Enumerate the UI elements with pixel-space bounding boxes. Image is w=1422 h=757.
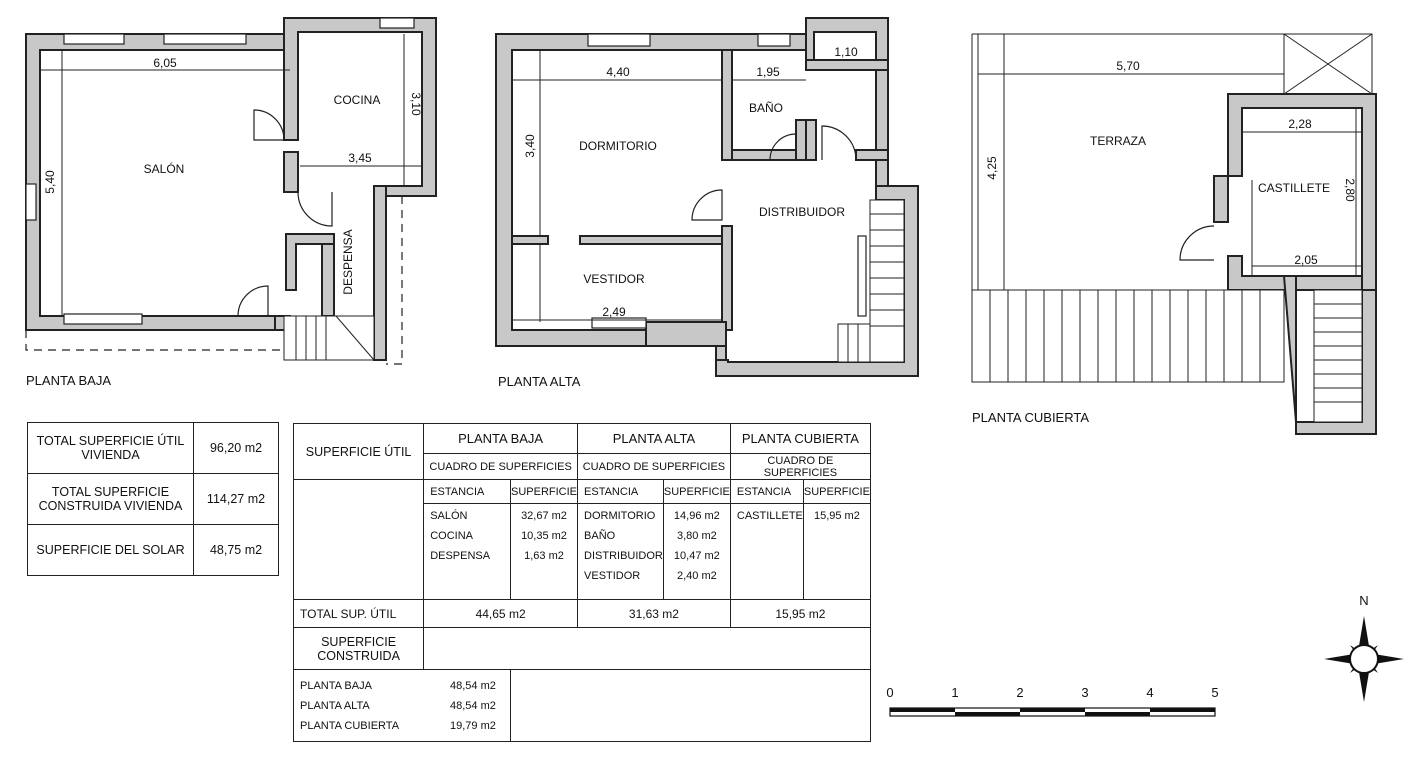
title-planta-alta: PLANTA ALTA <box>498 374 581 389</box>
built-floor-name: PLANTA ALTA <box>300 699 370 712</box>
col-superficie: SUPERFICIE <box>511 480 578 504</box>
room-name: DESPENSA <box>430 550 491 562</box>
scale-bar <box>885 683 1225 723</box>
surface-corner-label: SUPERFICIE ÚTIL <box>294 424 424 480</box>
built-floor-value: 48,54 m2 <box>450 699 496 712</box>
scale-tick: 3 <box>1081 685 1089 700</box>
dim-vestidor-width: 2,49 <box>602 305 626 319</box>
plan-planta-cubierta <box>972 34 1376 434</box>
summary-table <box>27 422 279 576</box>
total-alta: 31,63 m2 <box>578 600 731 628</box>
room-area: 10,35 m2 <box>521 530 567 542</box>
col-estancia: ESTANCIA <box>424 480 511 504</box>
room-bano: BAÑO <box>748 101 784 115</box>
room-distribuidor: DISTRIBUIDOR <box>758 205 846 219</box>
room-terraza: TERRAZA <box>1089 134 1147 148</box>
dim-castillete-top: 2,28 <box>1288 117 1312 131</box>
dim-salon-height: 5,40 <box>43 170 57 194</box>
surface-table <box>293 423 871 742</box>
floor-header: PLANTA BAJA <box>424 424 578 454</box>
total-label: TOTAL SUP. ÚTIL <box>294 600 424 628</box>
room-area: 14,96 m2 <box>673 510 720 522</box>
total-cubierta: 15,95 m2 <box>730 600 870 628</box>
areas-cubierta <box>803 504 870 600</box>
north-label: N <box>1359 593 1369 608</box>
dim-terraza-height: 4,25 <box>985 156 999 180</box>
summary-row <box>28 525 279 576</box>
scale-tick: 1 <box>951 685 959 700</box>
stairs-baja <box>284 316 374 360</box>
scale-tick: 4 <box>1146 685 1154 700</box>
room-name: DORMITORIO <box>584 510 656 522</box>
room-despensa: DESPENSA <box>341 229 355 295</box>
room-area: 1,63 m2 <box>524 550 564 562</box>
room-area: 3,80 m2 <box>676 530 717 542</box>
dim-terraza-width: 5,70 <box>1116 59 1140 73</box>
summary-row <box>28 423 279 474</box>
room-name: VESTIDOR <box>584 570 641 582</box>
room-vestidor: VESTIDOR <box>583 272 645 286</box>
room-castillete: CASTILLETE <box>1257 181 1331 195</box>
summary-label: TOTAL SUPERFICIE ÚTIL VIVIENDA <box>28 423 194 474</box>
summary-row <box>28 474 279 525</box>
room-area: 10,47 m2 <box>673 550 720 562</box>
rooms-cubierta <box>730 504 803 600</box>
scale-tick: 2 <box>1016 685 1024 700</box>
room-name: BAÑO <box>584 530 616 542</box>
summary-label: SUPERFICIE DEL SOLAR <box>28 525 194 576</box>
built-floor-name: PLANTA BAJA <box>300 679 372 692</box>
plan-planta-baja <box>26 18 436 388</box>
north-compass <box>1322 590 1406 706</box>
room-salon: SALÓN <box>143 162 185 176</box>
room-area: 15,95 m2 <box>813 510 860 522</box>
dim-dormitorio-width: 4,40 <box>606 65 630 79</box>
terrace-railing <box>972 290 1284 382</box>
dim-small-width: 1,10 <box>834 45 858 59</box>
rooms-alta <box>578 504 664 600</box>
stairs-cubierta <box>1314 290 1362 422</box>
areas-baja <box>511 504 578 600</box>
built-label: SUPERFICIE CONSTRUIDA <box>294 628 424 670</box>
built-floor-name: PLANTA CUBIERTA <box>300 719 400 732</box>
built-floor-value: 19,79 m2 <box>450 719 496 732</box>
room-name: SALÓN <box>430 510 468 522</box>
total-baja: 44,65 m2 <box>424 600 578 628</box>
dim-bano-width: 1,95 <box>756 65 780 79</box>
summary-value: 48,75 m2 <box>194 525 279 576</box>
stairs-alta <box>838 200 904 362</box>
dim-cocina-width: 3,45 <box>348 151 372 165</box>
room-area: 2,40 m2 <box>676 570 717 582</box>
built-list <box>294 670 511 742</box>
floor-header: PLANTA CUBIERTA <box>730 424 870 454</box>
summary-value: 96,20 m2 <box>194 423 279 474</box>
title-planta-baja: PLANTA BAJA <box>26 373 112 388</box>
room-area: 32,67 m2 <box>521 510 567 522</box>
rooms-baja <box>424 504 511 600</box>
room-name: COCINA <box>430 530 473 542</box>
subheader: CUADRO DE SUPERFICIES <box>730 454 870 480</box>
subheader: CUADRO DE SUPERFICIES <box>578 454 731 480</box>
title-planta-cubierta: PLANTA CUBIERTA <box>972 410 1090 425</box>
floor-header: PLANTA ALTA <box>578 424 731 454</box>
col-estancia: ESTANCIA <box>578 480 664 504</box>
areas-alta <box>663 504 730 600</box>
blank-cell <box>424 628 871 670</box>
built-floor-value: 48,54 m2 <box>450 679 496 692</box>
dim-castillete-height: 2,80 <box>1343 178 1357 202</box>
dim-dormitorio-height: 3,40 <box>523 134 537 158</box>
blank-cell <box>511 670 871 742</box>
plan-planta-alta <box>496 18 918 389</box>
col-estancia: ESTANCIA <box>730 480 803 504</box>
room-name: CASTILLETE <box>736 510 803 522</box>
dim-castillete-bottom: 2,05 <box>1294 253 1318 267</box>
scale-tick: 5 <box>1211 685 1219 700</box>
col-superficie: SUPERFICIE <box>803 480 870 504</box>
dim-salon-width: 6,05 <box>153 56 177 70</box>
room-name: DISTRIBUIDOR <box>584 550 663 562</box>
room-dormitorio: DORMITORIO <box>579 139 657 153</box>
scale-tick: 0 <box>886 685 894 700</box>
room-cocina: COCINA <box>333 93 381 107</box>
summary-value: 114,27 m2 <box>194 474 279 525</box>
col-superficie: SUPERFICIE <box>663 480 730 504</box>
summary-label: TOTAL SUPERFICIE CONSTRUIDA VIVIENDA <box>28 474 194 525</box>
dim-cocina-height: 3,10 <box>409 92 423 116</box>
subheader: CUADRO DE SUPERFICIES <box>424 454 578 480</box>
blank-cell <box>294 480 424 600</box>
